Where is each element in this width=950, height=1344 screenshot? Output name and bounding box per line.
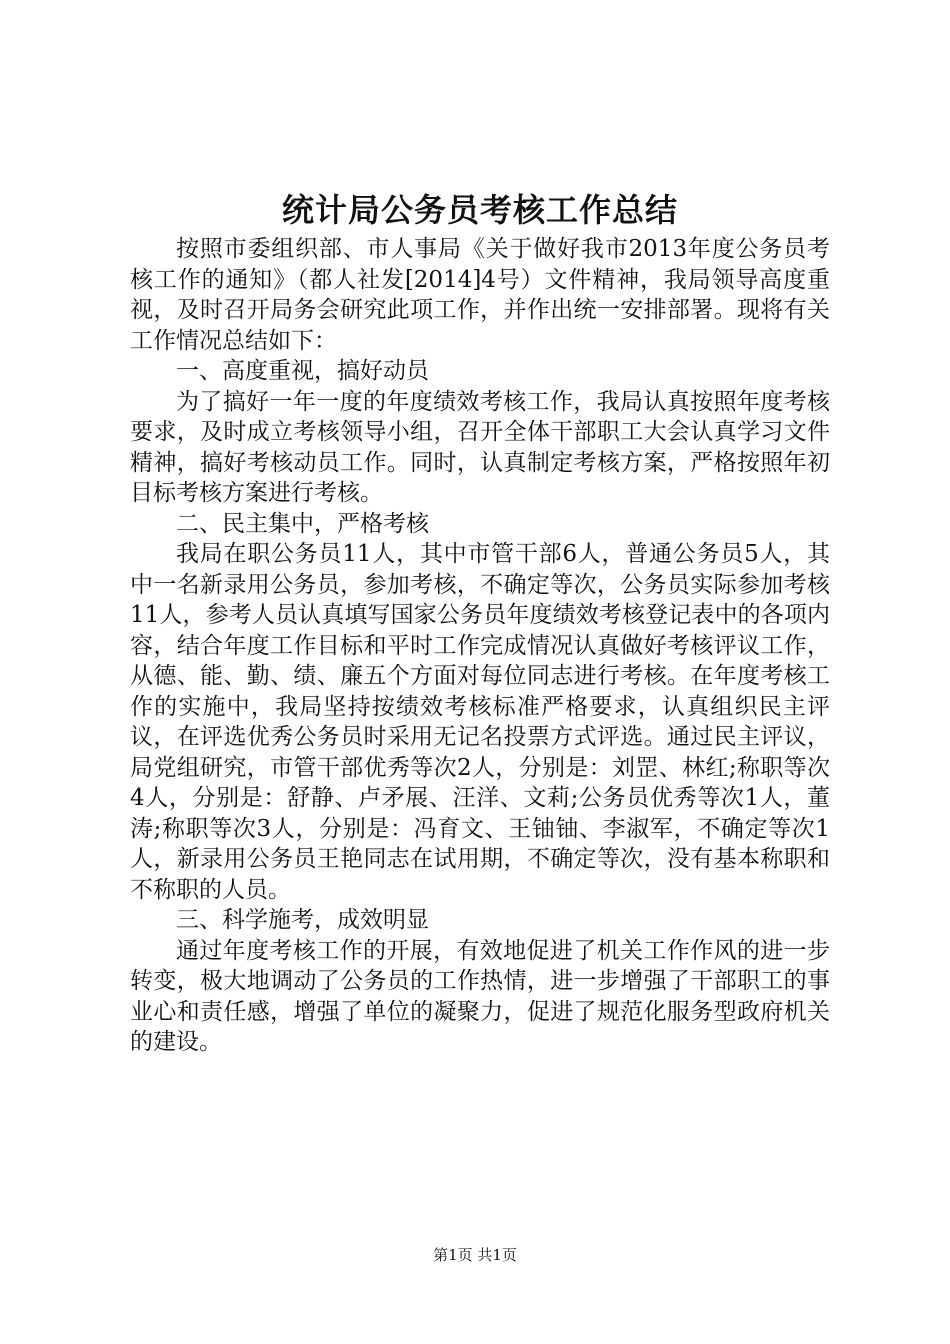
page-footer: 第1页 共1页 <box>433 1246 517 1264</box>
section-paragraph-2: 我局在职公务员11人，其中市管干部6人，普通公务员5人，其中一名新录用公务员，参加考核，不确定等次，公务员实际参加考核11人，参考人员认真填写国家公务员年度绩效考核登记表中的各项内容，结合年度工作目标和平时工作完成情况认真做好考核评议工作，从德、能、勤、绩、廉五个方面对每位同志进行考核。在年度考核工作的实施中，我局坚持按绩效考核标准严格要求，认真组织民主评议，在评选优秀公务员时采用无记名投票方式评选。通过民主评议，局党组研究，市管干部优秀等次2人，分别是：刘罡、林红;称职等次4人，分别是：舒静、卢矛展、汪洋、文莉;公务员优秀等次1人，董涛;称职等次3人，分别是：冯育文、王铀铀、李淑军，不确定等次1人，新录用公务员王艳同志在试用期，不确定等次，没有基本称职和不称职的人员。 <box>130 541 830 903</box>
section-heading-2: 二、民主集中，严格考核 <box>176 510 429 537</box>
document-title: 统计局公务员考核工作总结 <box>281 191 678 229</box>
document-page <box>130 188 830 1058</box>
section-heading-1: 一、高度重视，搞好动员 <box>176 358 429 384</box>
section-heading-3: 三、科学施考，成效明显 <box>176 907 429 933</box>
section-paragraph-1: 为了搞好一年一度的年度绩效考核工作，我局认真按照年度考核要求，及时成立考核领导小组，召开全体干部职工大会认真学习文件精神，搞好考核动员工作。同时，认真制定考核方案，严格按照年初目标考核方案进行考核。 <box>130 388 830 506</box>
section-paragraph-3: 通过年度考核工作的开展，有效地促进了机关工作作风的进一步转变，极大地调动了公务员的工作热情，进一步增强了干部职工的事业心和责任感，增强了单位的凝聚力，促进了规范化服务型政府机关的建设。 <box>130 937 830 1055</box>
intro-paragraph: 按照市委组织部、市人事局《关于做好我市2013年度公务员考核工作的通知》（都人社发[2014]4号）文件精神，我局领导高度重视，及时召开局务会研究此项工作，并作出统一安排部署。现将有关工作情况总结如下： <box>130 236 830 354</box>
